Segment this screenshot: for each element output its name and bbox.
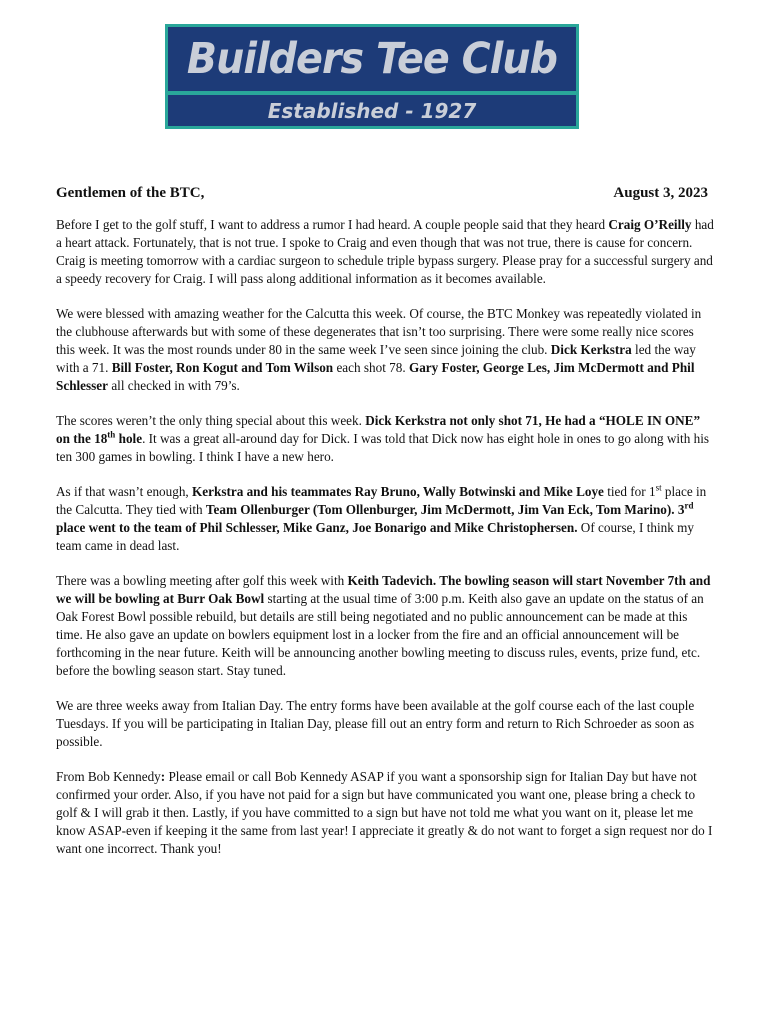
salutation: Gentlemen of the BTC, <box>56 185 205 201</box>
paragraph-italian-day: We are three weeks away from Italian Day. The entry forms have been available at the golf course each of the last couple Tuesdays. If you will be participating in Italian Day, please fill out an entry form and return to Rich Schroeder as soon as possible. <box>56 698 695 749</box>
letter-date: August 3, 2023 <box>613 185 708 201</box>
paragraph-craig: Before I get to the golf stuff, I want to address a rumor I had heard. A couple people said that they heard Craig O’Reilly had a heart attack. Fortunately, that is not true. I spoke to Craig and even though that was not true, there is cause for concern. Craig is meeting tomorrow with a cardiac surgeon to schedule triple bypass surgery. Please pray for a successful surgery and a speedy recovery for Craig. I will pass along additional information as it becomes available. <box>56 217 714 286</box>
paragraph-bowling: There was a bowling meeting after golf this week with Keith Tadevich. The bowling season will start November 7th and we will be bowling at Burr Oak Bowl starting at the usual time of 3:00 p.m. Keith also gave an update on the status of an Oak Forest Bowl possible rebuild, but details are still being negotiated and no public announcement can be made at this time. He also gave an update on bowlers equipment lost in a locker from the fire and an official announcement will be forthcoming in the near future. Keith will be announcing another bowling meeting to discuss rules, events, prize fund, etc. before the bowling season start. Stay tuned. <box>56 573 711 678</box>
paragraph-calcutta-results: As if that wasn’t enough, Kerkstra and his teammates Ray Bruno, Wally Botwinski and Mike Loye tied for 1st place in the Calcutta. They tied with Team Ollenburger (Tom Ollenburger, Jim McDermott, Jim Van Eck, Tom Marino). 3rd place went to the team of Phil Schlesser, Mike Ganz, Joe Bonarigo and Mike Christophersen. Of course, I think my team came in dead last. <box>56 482 707 553</box>
club-logo <box>165 24 579 129</box>
paragraph-sponsorship: From Bob Kennedy: Please email or call Bob Kennedy ASAP if you want a sponsorship sign for Italian Day but have not confirmed your order. Also, if you have not paid for a sign but have communicated you want one, please bring a check to golf & I will grab it then. Lastly, if you have committed to a sign but have not told me what you want on it, please let me know ASAP-even if keeping it the same from last year! I appreciate it greatly & do not want to forget a sign request nor do I want one incorrect. Thank you! <box>56 769 713 856</box>
letter-header <box>56 184 716 202</box>
letter-body <box>56 180 716 875</box>
paragraph-calcutta-scores: We were blessed with amazing weather for the Calcutta this week. Of course, the BTC Monkey was repeatedly violated in the clubhouse afterwards but with some of these degenerates that isn’t too surprising. There were some really nice scores this week. It was the most rounds under 80 in the same week I’ve seen since joining the club. Dick Kerkstra led the way with a 71. Bill Foster, Ron Kogut and Tom Wilson each shot 78. Gary Foster, George Les, Jim McDermott and Phil Schlesser all checked in with 79’s. <box>56 306 702 393</box>
logo-title: Builders Tee Club <box>186 34 558 84</box>
logo-subtitle: Established - 1927 <box>267 98 477 123</box>
paragraph-hole-in-one: The scores weren’t the only thing special about this week. Dick Kerkstra not only shot 71, He had a “HOLE IN ONE” on the 18th hole. It was a great all-around day for Dick. I was told that Dick now has eight hole in ones to go along with his ten 300 games in bowling. I think I have a new hero. <box>56 413 709 464</box>
